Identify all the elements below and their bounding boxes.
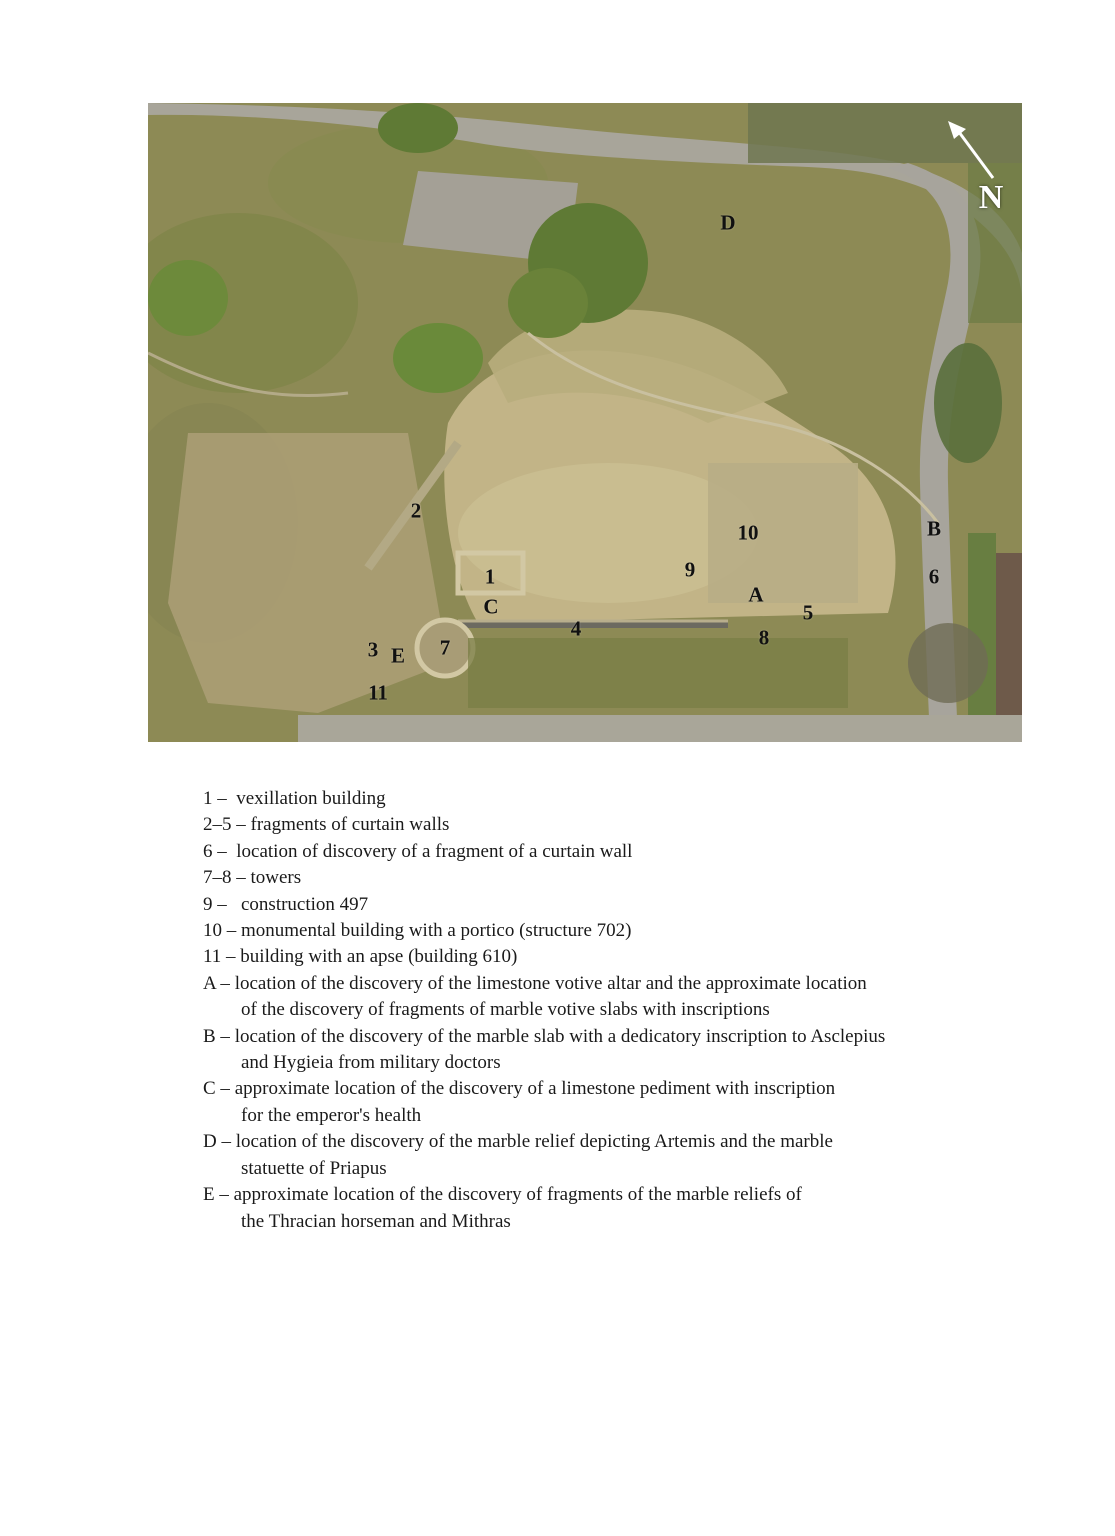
legend-item-B-continued: and Hygieia from military doctors xyxy=(241,1052,501,1074)
legend-item-D-continued: statuette of Priapus xyxy=(241,1157,387,1179)
map-label-7: 7 xyxy=(439,635,451,660)
map-label-E: E xyxy=(390,643,406,668)
legend-item-D xyxy=(203,1129,1043,1155)
legend-item-C xyxy=(203,1076,1043,1102)
map-label-B: B xyxy=(926,516,942,541)
aerial-site-photo xyxy=(148,103,1022,742)
legend-item-B xyxy=(203,1024,1043,1050)
map-label-11: 11 xyxy=(368,680,388,705)
map-label-2: 2 xyxy=(410,498,422,523)
legend-key: 2–5 – xyxy=(203,814,246,836)
legend-key: 7–8 – xyxy=(203,867,246,889)
map-label-1: 1 xyxy=(484,564,496,589)
map-label-A: A xyxy=(748,582,764,607)
legend-text: location of the discovery of the marble relief depicting Artemis and the marble xyxy=(235,1131,833,1153)
legend-key: D – xyxy=(203,1131,231,1153)
legend-text: approximate location of the discovery of fragments of the marble reliefs of xyxy=(233,1184,802,1206)
map-label-5: 5 xyxy=(802,600,814,625)
legend-item-7-8 xyxy=(203,865,1043,891)
legend-text: towers xyxy=(250,867,302,889)
legend-item-2-5 xyxy=(203,812,1043,838)
legend-text: location of the discovery of the marble slab with a dedicatory inscription to Asclepius xyxy=(234,1025,886,1047)
legend-text: vexillation building xyxy=(236,788,386,809)
legend-key: B – xyxy=(203,1025,230,1047)
map-label-8: 8 xyxy=(758,625,770,650)
map-label-4: 4 xyxy=(570,616,582,641)
legend-item-E xyxy=(203,1182,1043,1208)
legend-key: 11 – xyxy=(203,946,236,968)
legend-item-E-continued: the Thracian horseman and Mithras xyxy=(241,1210,511,1232)
legend-item-10 xyxy=(203,918,1043,944)
legend xyxy=(203,786,1043,1235)
legend-key: 6 – xyxy=(203,840,227,862)
legend-text: building with an apse (building 610) xyxy=(240,946,518,968)
map-label-10: 10 xyxy=(737,520,759,545)
legend-item-9 xyxy=(203,892,1043,918)
legend-text: approximate location of the discovery of a limestone pediment with inscription xyxy=(234,1078,836,1100)
legend-key: 1 – xyxy=(203,788,227,809)
legend-text: construction 497 xyxy=(241,893,369,915)
map-label-C: C xyxy=(483,594,499,619)
map-label-3: 3 xyxy=(367,637,379,662)
map-label-6: 6 xyxy=(928,564,940,589)
legend-key: 10 – xyxy=(203,920,237,942)
legend-item-A xyxy=(203,971,1043,997)
legend-text: location of the discovery of the limestone votive altar and the approximate location xyxy=(234,972,867,994)
legend-item-11 xyxy=(203,944,1043,970)
map-label-D: D xyxy=(720,210,736,235)
legend-text: location of discovery of a fragment of a curtain wall xyxy=(236,840,633,862)
aerial-photo-drawing xyxy=(148,103,1022,742)
legend-text: monumental building with a portico (structure 702) xyxy=(241,920,632,942)
legend-item-A-continued: of the discovery of fragments of marble votive slabs with inscriptions xyxy=(241,999,770,1021)
legend-key: 9 – xyxy=(203,893,227,915)
legend-key: C – xyxy=(203,1078,230,1100)
legend-item-1 xyxy=(203,786,1043,812)
north-label: N xyxy=(978,179,1004,216)
legend-item-C-continued: for the emperor's health xyxy=(241,1104,422,1126)
map-label-9: 9 xyxy=(684,557,696,582)
legend-key: A – xyxy=(203,972,230,994)
legend-text: fragments of curtain walls xyxy=(250,814,450,836)
legend-key: E – xyxy=(203,1184,229,1206)
legend-item-6 xyxy=(203,839,1043,865)
